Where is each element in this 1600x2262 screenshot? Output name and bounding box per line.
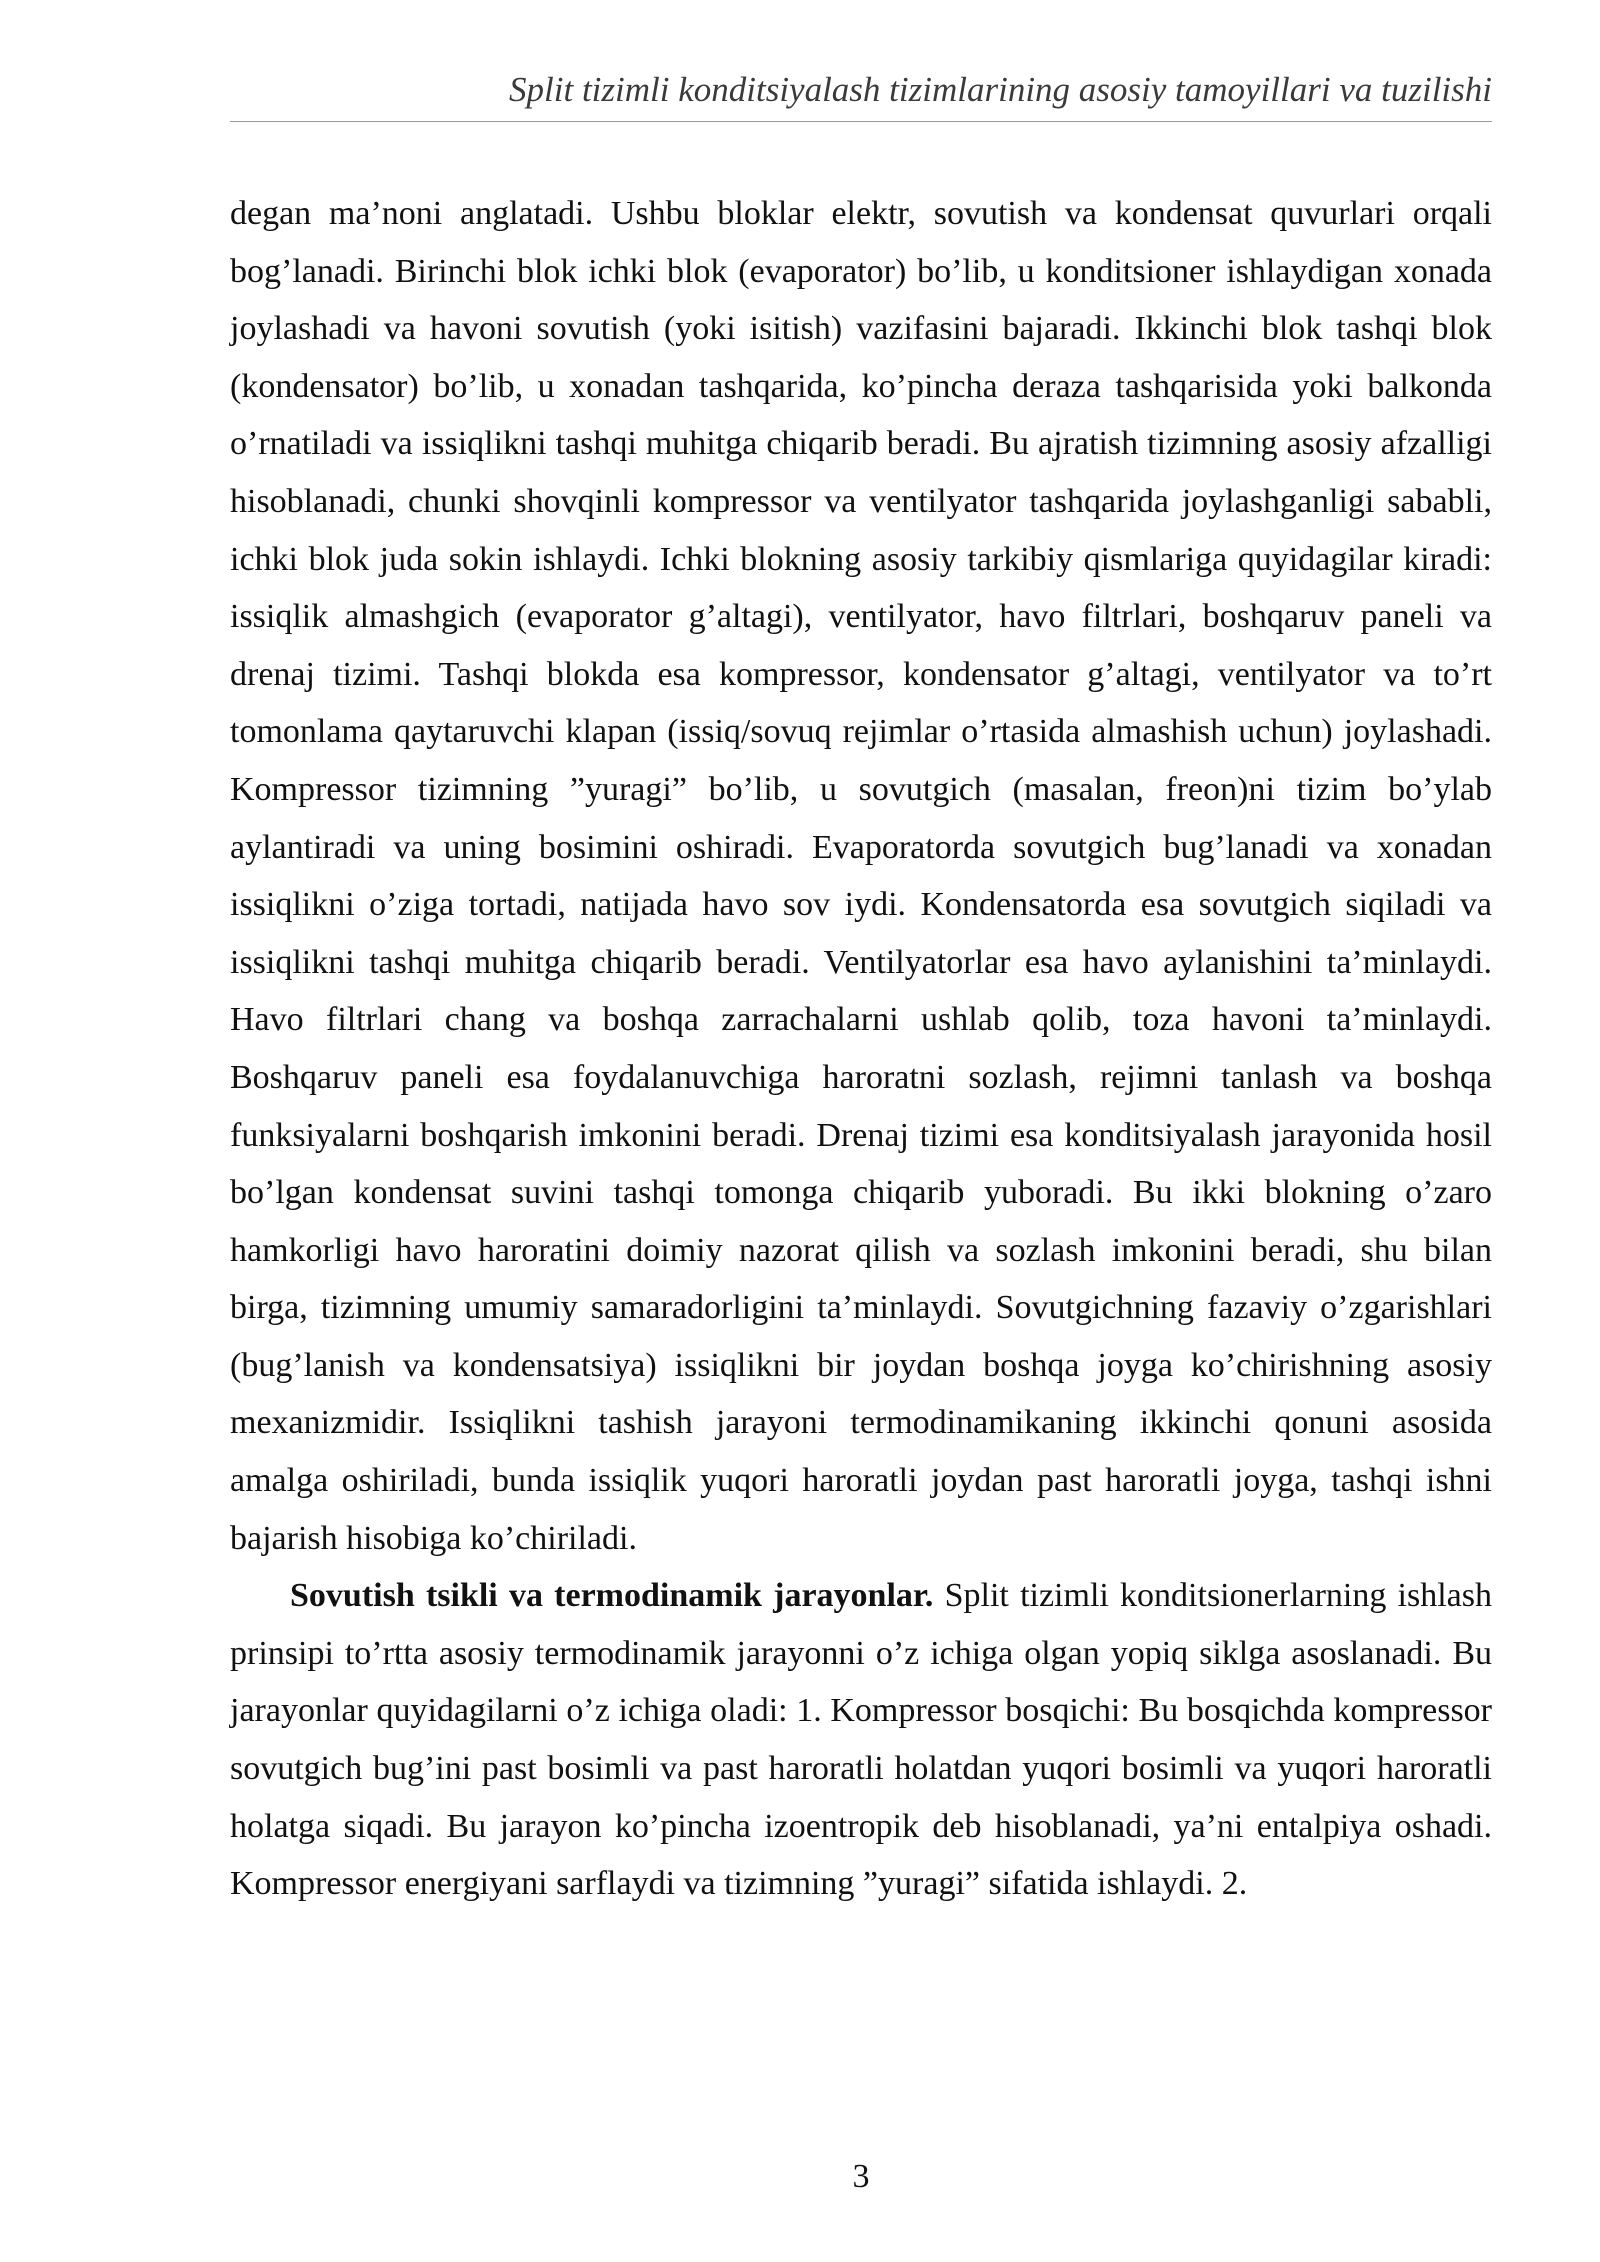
section-paragraph	[230, 1567, 1492, 1913]
page-number: 3	[852, 2158, 870, 2195]
section-paragraph-text: Split tizimli konditsionerlarning ishlash prinsipi to’rtta asosiy termodinamik jarayonni o’z ichiga olgan yopiq siklga asoslanadi. Bu jarayonlar quyidagilarni o’z ichiga oladi: 1. Kompressor bosqichi: Bu bosqichda kompressor sovutgich bug’ini past bosimli va past haroratli holatdan yuqori bosimli va yuqori haroratli holatga siqadi. Bu jarayon ko’pincha izoentropik deb hisoblanadi, ya’ni entalpiya oshadi. Kompressor energiyani sarflaydi va tizimning ”yuragi” sifatida ishlaydi. 2.	[230, 1577, 1492, 1903]
body-paragraph: degan ma’noni anglatadi. Ushbu bloklar elektr, sovutish va kondensat quvurlari orqali bog’lanadi. Birinchi blok ichki blok (evaporator) bo’lib, u konditsioner ishlaydigan xonada joylashadi va havoni sovutish (yoki isitish) vazifasini bajaradi. Ikkinchi blok tashqi blok (kondensator) bo’lib, u xonadan tashqarida, ko’pincha deraza tashqarisida yoki balkonda o’rnatiladi va issiqlikni tashqi muhitga chiqarib beradi. Bu ajratish tizimning asosiy afzalligi hisoblanadi, chunki shovqinli kompressor va ventilyator tashqarida joylashganligi sababli, ichki blok juda sokin ishlaydi. Ichki blokning asosiy tarkibiy qismlariga quyidagilar kiradi: issiqlik almashgich (evaporator g’altagi), ventilyator, havo filtrlari, boshqaruv paneli va drenaj tizimi. Tashqi blokda esa kompressor, kondensator g’altagi, ventilyator va to’rt tomonlama qaytaruvchi klapan (issiq/sovuq rejimlar o’rtasida almashish uchun) joylashadi. Kompressor tizimning ”yuragi” bo’lib, u sovutgich (masalan, freon)ni tizim bo’ylab aylantiradi va uning bosimini oshiradi. Evaporatorda sovutgich bug’lanadi va xonadan issiqlikni o’ziga tortadi, natijada havo sov iydi. Kondensatorda esa sovutgich siqiladi va issiqlikni tashqi muhitga chiqarib beradi. Ventilyatorlar esa havo aylanishini ta’minlaydi. Havo filtrlari chang va boshqa zarrachalarni ushlab qolib, toza havoni ta’minlaydi. Boshqaruv paneli esa foydalanuvchiga haroratni sozlash, rejimni tanlash va boshqa funksiyalarni boshqarish imkonini beradi. Drenaj tizimi esa konditsiyalash jarayonida hosil bo’lgan kondensat suvini tashqi tomonga chiqarib yuboradi. Bu ikki blokning o’zaro hamkorligi havo haroratini doimiy nazorat qilish va sozlash imkonini beradi, shu bilan birga, tizimning umumiy samaradorligini ta’minlaydi. Sovutgichning fazaviy o’zgarishlari (bug’lanish va kondensatsiya) issiqlikni bir joydan boshqa joyga ko’chirishning asosiy mexanizmidir. Issiqlikni tashish jarayoni termodinamikaning ikkinchi qonuni asosida amalga oshiriladi, bunda issiqlik yuqori haroratli joydan past haroratli joyga, tashqi ishni bajarish hisobiga ko’chiriladi.	[230, 195, 1492, 1557]
main-text	[230, 185, 1492, 1913]
page-header	[230, 70, 1492, 122]
running-header-title: Split tizimli konditsiyalash tizimlarining asosiy tamoyillari va tuzilishi	[509, 70, 1492, 109]
section-heading: Sovutish tsikli va termodinamik jarayonlar.	[290, 1577, 934, 1615]
